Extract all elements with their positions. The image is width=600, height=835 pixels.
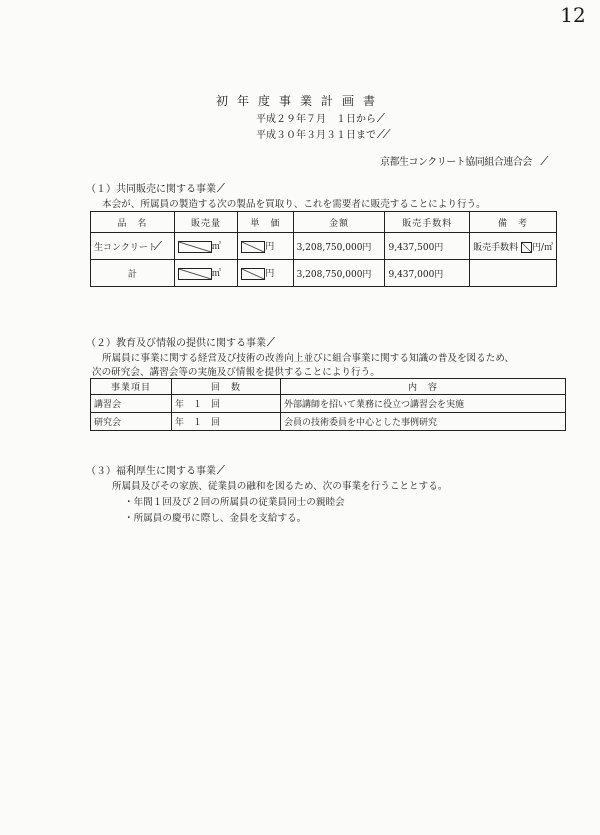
note-cell: 販売手数料 円/㎥: [470, 233, 557, 260]
hatched-box: [241, 241, 265, 253]
table-row: [91, 395, 566, 413]
sales-table: [90, 211, 557, 287]
content-cell: 会員の技術委員を中心とした事例研究: [281, 413, 566, 431]
count-cell: 年 １ 回: [172, 395, 281, 413]
price-cell: 円: [238, 233, 293, 260]
item-cell: 研究会: [91, 413, 172, 431]
header-cell: 備 考: [470, 212, 557, 233]
product-name: 生コンクリート⁄: [91, 233, 175, 260]
organization-name: 京都生コンクリート協同組合連合会 ⁄: [380, 154, 545, 168]
fee-cell: 9,437,000円: [385, 260, 470, 287]
check-mark: ⁄: [156, 239, 159, 253]
check-mark: ⁄: [266, 335, 272, 349]
table-row: [91, 260, 557, 287]
period-start: 平成２９年７月 １日から ⁄: [256, 111, 382, 125]
table-header-row: [91, 379, 566, 395]
price-cell: 円: [238, 260, 293, 287]
amount-cell: 3,208,750,000円: [293, 260, 385, 287]
section3-heading: （３）福利厚生に関する事業 ⁄: [86, 463, 222, 477]
section2-body-line2: 次の研究会、講習会等の実施及び情報を提供することにより行う。: [92, 367, 380, 378]
header-cell: 内 容: [281, 379, 566, 395]
table-row: [91, 413, 566, 431]
fee-cell: 9,437,500円: [385, 233, 470, 260]
header-cell: 単 価: [238, 212, 293, 233]
header-cell: 販売手数料: [385, 212, 470, 233]
events-table: [90, 378, 566, 431]
check-mark: ⁄: [216, 181, 222, 195]
hatched-box: [178, 241, 212, 253]
count-cell: 年 １ 回: [172, 413, 281, 431]
amount-cell: 3,208,750,000円: [293, 233, 385, 260]
quantity-cell: ㎥: [174, 260, 238, 287]
header-cell: 販売量: [174, 212, 238, 233]
section3-body: 所属員及びその家族、従業員の融和を図るため、次の事業を行うこととする。: [112, 481, 448, 492]
table-row: [91, 233, 557, 260]
section2-body-line1: 所属員に事業に関する経営及び技術の改善向上並びに組合事業に関する知識の普及を図るため、: [102, 353, 515, 364]
period-end: 平成３０年３月３１日まで ⁄ ⁄: [256, 127, 388, 141]
content-cell: 外部講師を招いて業務に役立つ講習会を実施: [281, 395, 566, 413]
header-cell: 品 名: [91, 212, 175, 233]
hatched-box: [178, 268, 212, 280]
section2-heading: （２）教育及び情報の提供に関する事業 ⁄: [86, 335, 272, 349]
section3-item-1: ・年間１回及び２回の所属員の従業員同士の親睦会: [124, 497, 345, 508]
header-cell: 回 数: [172, 379, 281, 395]
header-cell: 事業項目: [91, 379, 172, 395]
section1-body: 本会が、所属員の製造する次の製品を買取り、これを需要者に販売することにより行う。: [102, 199, 486, 210]
check-mark: ⁄: [216, 463, 222, 477]
section1-heading: （１）共同販売に関する事業 ⁄: [86, 181, 222, 195]
total-label: 計: [91, 260, 175, 287]
hatched-box: [521, 242, 532, 253]
header-cell: 金額: [293, 212, 385, 233]
hatched-box: [241, 268, 265, 280]
note-cell: [470, 260, 557, 287]
item-cell: 講習会: [91, 395, 172, 413]
table-header-row: [91, 212, 557, 233]
quantity-cell: ㎥: [174, 233, 238, 260]
check-mark: ⁄: [531, 154, 545, 168]
check-mark: ⁄ ⁄: [376, 127, 388, 141]
section3-item-2: ・所属員の慶弔に際し、金員を支給する。: [124, 513, 307, 524]
document-title: 初年度事業計画書: [215, 94, 384, 108]
check-mark: ⁄: [376, 111, 382, 125]
page-number-mark: 12: [560, 3, 586, 27]
